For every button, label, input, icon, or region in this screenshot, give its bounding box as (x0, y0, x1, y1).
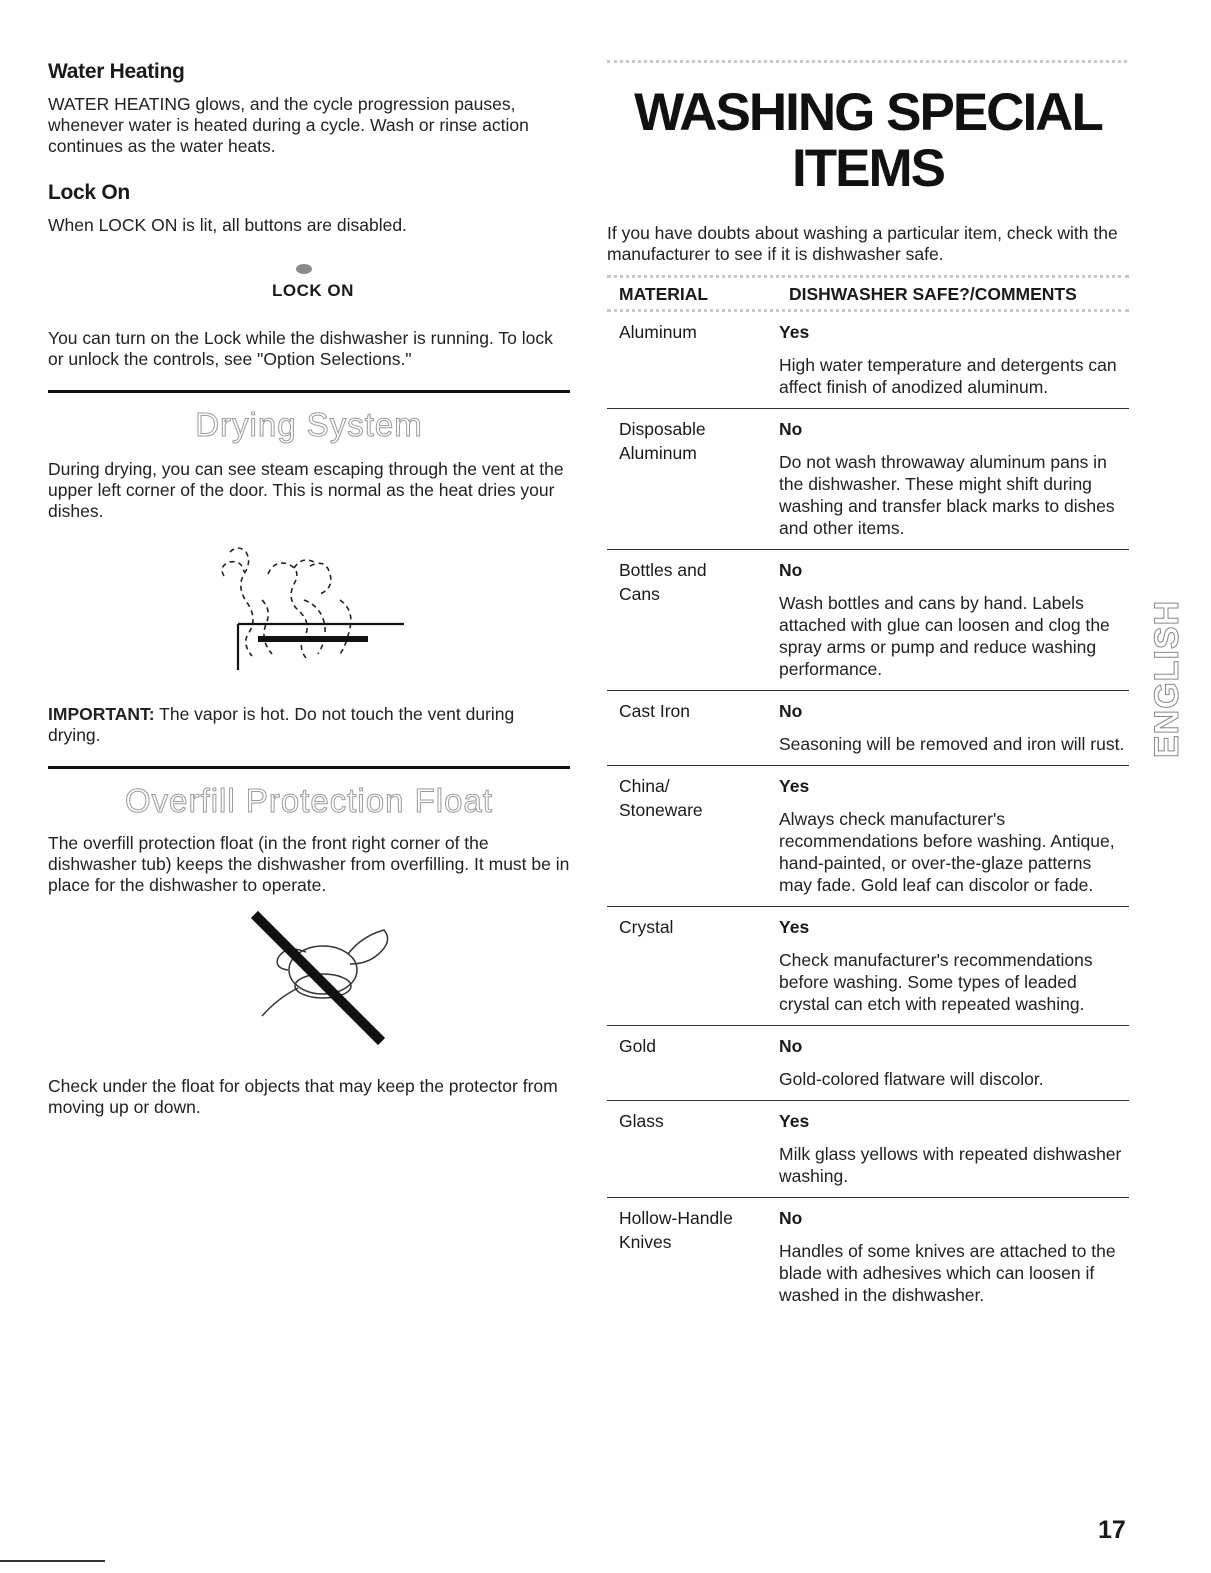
safe-column-header: DISHWASHER SAFE?/COMMENTS (789, 284, 1077, 304)
safe-value: No (779, 701, 803, 721)
safe-value: No (779, 1036, 803, 1056)
steam-vent-illustration (48, 538, 570, 688)
material-cell: Gold (619, 1036, 656, 1056)
lock-on-indicator-label: LOCK ON (272, 281, 354, 300)
table-row (607, 1100, 1129, 1197)
section-divider (48, 766, 570, 769)
material-cell: Cast Iron (619, 701, 690, 721)
important-label: IMPORTANT: (48, 704, 155, 724)
comments-cell (779, 417, 1129, 539)
intro-text: If you have doubts about washing a particular item, check with the manufacturer to see if it is dishwasher safe. (607, 223, 1118, 264)
comments-cell (779, 1206, 1129, 1306)
float-check-text: Check under the float for objects that may keep the protector from moving up or down. (48, 1076, 558, 1117)
water-heating-heading: Water Heating (48, 60, 185, 83)
float-icon (48, 910, 570, 1060)
comment-text: Always check manufacturer's recommendations before washing. Antique, hand-painted, or over-the-glaze patterns may fade. Gold leaf can discolor or fade. (779, 809, 1115, 895)
comment-text: Gold-colored flatware will discolor. (779, 1069, 1044, 1089)
table-row (607, 906, 1129, 1025)
bottom-rule (0, 1560, 105, 1562)
comment-text: Do not wash throwaway aluminum pans in the dishwasher. These might shift during washing and transfer black marks to dishes and other items. (779, 452, 1115, 538)
steam-icon (48, 538, 570, 688)
water-heating-section (48, 60, 570, 157)
overfill-float-illustration (48, 910, 570, 1060)
comment-text: Wash bottles and cans by hand. Labels attached with glue can loosen and clog the spray arms or pump and reduce washing performance. (779, 593, 1110, 679)
right-column (607, 60, 1129, 1316)
page-title: WASHING SPECIAL ITEMS (634, 83, 1102, 198)
materials-table (607, 309, 1129, 1316)
comments-cell (779, 1034, 1129, 1090)
page-number: 17 (1098, 1516, 1126, 1544)
comment-text: Check manufacturer's recommendations before washing. Some types of leaded crystal can etch with repeated washing. (779, 950, 1093, 1014)
material-cell: China/ Stoneware (619, 776, 703, 820)
table-header (607, 278, 1129, 309)
lock-on-section (48, 181, 570, 370)
lock-on-text: When LOCK ON is lit, all buttons are disabled. (48, 215, 407, 235)
table-row (607, 1197, 1129, 1316)
comments-cell (779, 1109, 1129, 1187)
lock-on-indicator (48, 248, 570, 318)
material-cell: Crystal (619, 917, 674, 937)
comments-cell (779, 774, 1129, 896)
overfill-heading: Overfill Protection Float (125, 782, 493, 819)
comment-text: High water temperature and detergents can affect finish of anodized aluminum. (779, 355, 1117, 397)
comments-cell (779, 699, 1129, 755)
section-divider (48, 390, 570, 393)
language-tab: ENGLISH (1148, 599, 1186, 758)
comment-text: Handles of some knives are attached to the blade with adhesives which can loosen if washed in the dishwasher. (779, 1241, 1116, 1305)
comments-cell (779, 558, 1129, 680)
material-column-header: MATERIAL (619, 284, 709, 304)
table-row (607, 549, 1129, 690)
left-column (48, 60, 570, 1118)
comment-text: Seasoning will be removed and iron will rust. (779, 734, 1125, 754)
comments-cell (779, 915, 1129, 1015)
safe-value: Yes (779, 917, 810, 937)
table-row (607, 1025, 1129, 1100)
table-row (607, 765, 1129, 906)
lock-on-instructions: You can turn on the Lock while the dishwasher is running. To lock or unlock the controls, see "Option Selections." (48, 328, 553, 369)
material-cell: Glass (619, 1111, 664, 1131)
comment-text: Milk glass yellows with repeated dishwasher washing. (779, 1144, 1122, 1186)
material-cell: Hollow-Handle Knives (619, 1208, 733, 1252)
lock-on-heading: Lock On (48, 181, 130, 204)
material-cell: Disposable Aluminum (619, 419, 706, 463)
comments-cell (779, 320, 1129, 398)
table-row (607, 309, 1129, 408)
safe-value: Yes (779, 1111, 810, 1131)
drying-system-text: During drying, you can see steam escaping through the vent at the upper left corner of the door. This is normal as the heat dries your dishes. (48, 459, 564, 521)
material-cell: Bottles and Cans (619, 560, 707, 604)
table-row (607, 408, 1129, 549)
safe-value: Yes (779, 322, 810, 342)
water-heating-text: WATER HEATING glows, and the cycle progression pauses, whenever water is heated during a cycle. Wash or rinse action continues as the water heats. (48, 94, 529, 156)
title-top-rule (607, 60, 1127, 63)
safe-value: No (779, 419, 803, 439)
drying-system-heading: Drying System (195, 406, 423, 443)
material-cell: Aluminum (619, 322, 697, 342)
table-row (607, 690, 1129, 765)
safe-value: No (779, 560, 803, 580)
safe-value: Yes (779, 776, 810, 796)
safe-value: No (779, 1208, 803, 1228)
overfill-text: The overfill protection float (in the front right corner of the dishwasher tub) keeps the dishwasher from overfilling. It must be in place for the dishwasher to operate. (48, 833, 570, 895)
indicator-light-icon (296, 264, 312, 274)
important-text: The vapor is hot. Do not touch the vent during drying. (48, 704, 515, 745)
important-note (48, 704, 570, 746)
